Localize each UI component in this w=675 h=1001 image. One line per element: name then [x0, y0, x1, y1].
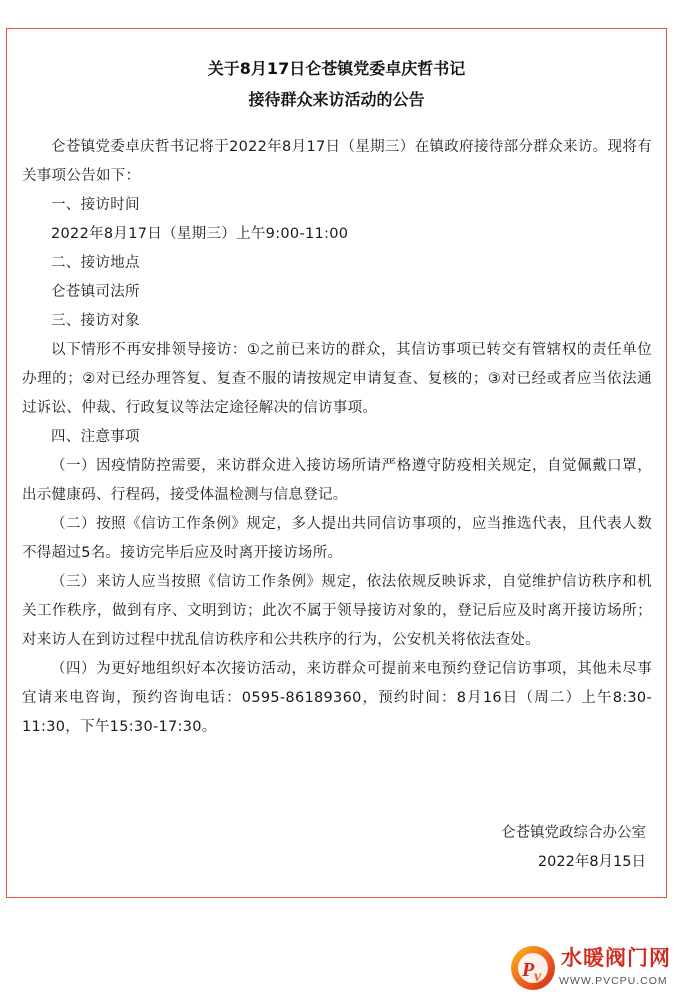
paragraph-note-2: （二）按照《信访工作条例》规定，多人提出共同信访事项的，应当推选代表，且代表人数不得超过5名。接访完毕后应及时离开接访场所。	[22, 516, 652, 561]
signature-date: 2022年8月15日	[537, 854, 646, 870]
watermark-logo	[505, 938, 673, 998]
svg-text:P: P	[522, 959, 535, 981]
paragraph-target: 以下情形不再安排领导接访：①之前已来访的群众，其信访事项已转交有管辖权的责任单位办理的；②对已经办理答复、复查不服的请按规定申请复查、复核的；③对已经或者应当依法通过诉讼、仲裁、行政复议等法定途径解决的信访事项。	[22, 342, 652, 416]
paragraph-note-4: （四）为更好地组织好本次接访活动，来访群众可提前来电预约登记信访事项，其他未尽事宜请来电咨询，预约咨询电话：0595-86189360，预约时间：8月16日（周二）上午8:30-11:30，下午15:30-17:30。	[22, 661, 652, 735]
section-heading-target: 三、接访对象	[51, 313, 140, 329]
paragraph-note-1: （一）因疫情防控需要，来访群众进入接访场所请严格遵守防疫相关规定，自觉佩戴口罩，出示健康码、行程码，接受体温检测与信息登记。	[22, 458, 652, 503]
paragraph-time: 2022年8月17日（星期三）上午9:00-11:00	[51, 226, 349, 242]
paragraph-note-3: （三）来访人应当按照《信访工作条例》规定，依法依规反映诉求，自觉维护信访秩序和机关工作秩序，做到有序、文明到访；此次不属于领导接访对象的，登记后应及时离开接访场所；对来访人在到访过程中扰乱信访秩序和公共秩序的行为，公安机关将依法查处。	[22, 574, 652, 648]
notice-title-line1: 关于8月17日仑苍镇党委卓庆哲书记	[207, 59, 466, 78]
section-heading-notes: 四、注意事项	[51, 429, 140, 445]
notice-box	[6, 28, 667, 898]
watermark-brand: 水暖阀门网	[561, 946, 671, 970]
watermark-url: WWW.PVCPU.COM	[559, 975, 668, 987]
notice-body	[22, 133, 652, 742]
section-heading-time: 一、接访时间	[51, 197, 140, 213]
svg-text:v: v	[534, 968, 542, 985]
signature-block	[501, 819, 646, 877]
paragraph-location: 仑苍镇司法所	[51, 284, 140, 300]
pv-logo-icon	[505, 938, 561, 998]
paragraph-intro: 仑苍镇党委卓庆哲书记将于2022年8月17日（星期三）在镇政府接待部分群众来访。现将有关事项公告如下：	[22, 139, 652, 184]
notice-title-line2: 接待群众来访活动的公告	[248, 90, 425, 109]
section-heading-location: 二、接访地点	[51, 255, 140, 271]
signature-org: 仑苍镇党政综合办公室	[501, 825, 646, 841]
